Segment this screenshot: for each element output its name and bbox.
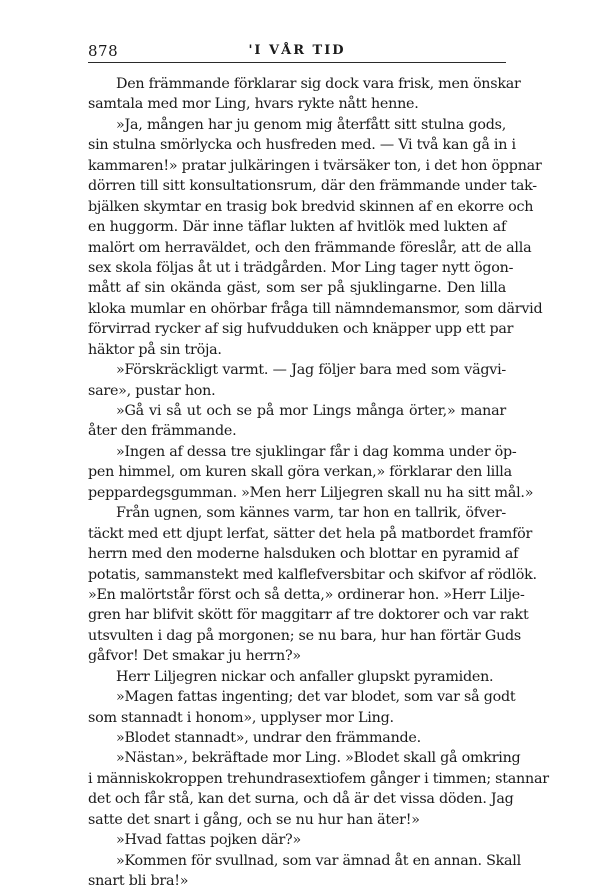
text-line: samtala med mor Ling, hvars rykte nått henne.: [88, 96, 419, 113]
running-title: 'I VÅR TID: [248, 43, 346, 58]
text-line: som stannadt i honom», upplyser mor Ling.: [88, 709, 394, 726]
text-line: snart bli bra!»: [88, 873, 189, 890]
text-line: gåfvor! Det smakar ju herrn?»: [88, 648, 301, 665]
text-line: »En malörtstår först och så detta,» ordinerar hon. »Herr Lilje-: [88, 586, 525, 603]
text-line: mått af sin okända gäst, som ser på sjuklingarne. Den lilla: [88, 280, 506, 297]
text-line: i människokroppen trehundrasextiofem gånger i timmen; stannar: [88, 770, 549, 787]
text-line: gren har blifvit skött för maggitarr af tre doktorer och var rakt: [88, 607, 529, 624]
text-line: kloka mumlar en ohörbar fråga till nämndemansmor, som därvid: [88, 300, 543, 317]
text-line: bjälken skymtar en trasig bok bredvid skinnen af en ekorre och: [88, 198, 534, 215]
text-line: peppardegsgumman. »Men herr Liljegren skall nu ha sitt mål.»: [88, 484, 534, 501]
text-line: »Magen fattas ingenting; det var blodet, som var så godt: [116, 689, 516, 706]
page-number: 878: [88, 42, 119, 60]
text-line: »Kommen för svullnad, som var ämnad åt en annan. Skall: [116, 852, 521, 869]
text-line: en huggorm. Där inne täflar lukten af hvitlök med lukten af: [88, 219, 506, 236]
text-line: potatis, sammanstekt med kalflefversbitar och skifvor af rödlök.: [88, 566, 537, 583]
text-line: sin stulna smörlycka och husfreden med. — Vi två kan gå in i: [88, 137, 516, 154]
text-line: herrn med den moderne halsduken och blottar en pyramid af: [88, 546, 519, 563]
text-line: Herr Liljegren nickar och anfaller glupskt pyramiden.: [116, 668, 494, 685]
text-line: Den främmande förklarar sig dock vara frisk, men önskar: [116, 76, 521, 92]
text-line: sex skola följas åt ut i trädgården. Mor Ling tager nytt ögon-: [88, 259, 514, 276]
text-line: täckt med ett djupt lerfat, sätter det hela på matbordet framför: [88, 525, 533, 542]
text-line: »Förskräckligt varmt. — Jag följer bara med som vägvi-: [116, 362, 506, 379]
text-line: kammaren!» pratar julkäringen i tvärsäker ton, i det hon öppnar: [88, 157, 542, 174]
text-line: häktor på sin tröja.: [88, 341, 222, 358]
text-line: sare», pustar hon.: [88, 382, 216, 399]
text-line: »Gå vi så ut och se på mor Lings många örter,» manar: [116, 403, 506, 419]
text-line: pen himmel, om kuren skall göra verkan,» förklarar den lilla: [88, 464, 512, 481]
text-line: »Nästan», bekräftade mor Ling. »Blodet skall gå omkring: [116, 750, 521, 767]
text-line: »Ingen af dessa tre sjuklingar får i dag komma under öp-: [116, 443, 517, 460]
page-header: [88, 40, 506, 63]
text-line: dörren till sitt konsultationsrum, där den främmande under tak-: [88, 178, 537, 195]
text-line: förvirrad rycker af sig hufvudduken och knäpper upp ett par: [88, 321, 514, 338]
text-line: det och får stå, kan det surna, och då är det vissa döden. Jag: [88, 791, 514, 808]
text-line: satte det snart i gång, och se nu hur han äter!»: [88, 811, 420, 828]
body-text: [88, 74, 549, 892]
text-line: malört om herraväldet, och den främmande föreslår, att de alla: [88, 239, 532, 256]
text-line: »Hvad fattas pojken där?»: [116, 832, 301, 849]
text-line: Från ugnen, som kännes varm, tar hon en tallrik, öfver-: [116, 505, 506, 522]
text-line: utsvulten i dag på morgonen; se nu bara, hur han förtär Guds: [88, 627, 522, 644]
text-line: »Ja, mången har ju genom mig återfått sitt stulna gods,: [116, 116, 506, 133]
text-line: åter den främmande.: [88, 423, 237, 440]
text-line: »Blodet stannadt», undrar den främmande.: [116, 730, 421, 746]
